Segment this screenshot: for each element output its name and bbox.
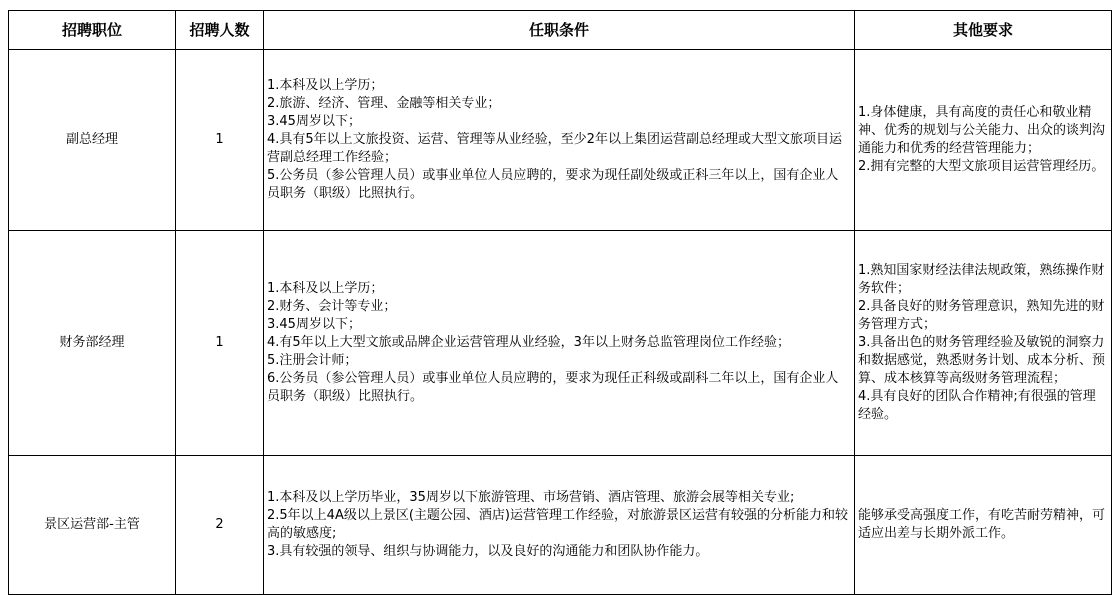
position-cell: 财务部经理 xyxy=(9,231,176,456)
position-cell: 副总经理 xyxy=(9,50,176,231)
requirement-line: 1.本科及以上学历； xyxy=(267,281,384,296)
requirement-line: 3.45周岁以下； xyxy=(267,114,361,129)
header-other: 其他要求 xyxy=(855,11,1112,50)
other-line: 4.具有良好的团队合作精神;有很强的管理经验。 xyxy=(858,389,1096,422)
requirements-cell xyxy=(264,456,855,595)
requirement-line: 4.具有5年以上文旅投资、运营、管理等从业经验，至少2年以上集团运营副总经理或大型文旅项目运营副总经理工作经验； xyxy=(267,132,842,165)
other-cell xyxy=(855,50,1112,231)
table-header-row xyxy=(9,11,1112,50)
requirement-line: 5.注册会计师； xyxy=(267,353,358,368)
count-cell: 1 xyxy=(176,231,264,456)
requirement-line: 5.公务员（参公管理人员）或事业单位人员应聘的，要求为现任副处级或正科三年以上，国有企业人员职务（职级）比照执行。 xyxy=(267,168,839,201)
other-cell xyxy=(855,456,1112,595)
header-requirements: 任职条件 xyxy=(264,11,855,50)
requirement-line: 3.45周岁以下； xyxy=(267,317,361,332)
other-line: 1.身体健康，具有高度的责任心和敬业精神、优秀的规划与公关能力、出众的谈判沟通能力和优秀的经营管理能力； xyxy=(858,105,1106,156)
requirements-cell xyxy=(264,231,855,456)
requirements-cell xyxy=(264,50,855,231)
other-line: 3.具备出色的财务管理经验及敏锐的洞察力和数据感觉，熟悉财务计划、成本分析、预算、成本核算等高级财务管理流程； xyxy=(858,335,1106,386)
requirement-line: 2.5年以上4A级以上景区(主题公园、酒店)运营管理工作经验，对旅游景区运营有较强的分析能力和较高的敏感度; xyxy=(267,508,848,541)
requirement-line: 4.有5年以上大型文旅或品牌企业运营管理从业经验，3年以上财务总监管理岗位工作经验； xyxy=(267,335,790,350)
table-row xyxy=(9,50,1112,231)
requirement-line: 2.财务、会计等专业； xyxy=(267,299,397,314)
other-line: 2.拥有完整的大型文旅项目运营管理经历。 xyxy=(858,159,1105,174)
requirement-line: 6.公务员（参公管理人员）或事业单位人员应聘的，要求为现任正科级或副科二年以上，国有企业人员职务（职级）比照执行。 xyxy=(267,371,839,404)
other-cell xyxy=(855,231,1112,456)
requirement-line: 3.具有较强的领导、组织与协调能力，以及良好的沟通能力和团队协作能力。 xyxy=(267,544,709,559)
header-position: 招聘职位 xyxy=(9,11,176,50)
table-row xyxy=(9,231,1112,456)
requirement-line: 2.旅游、经济、管理、金融等相关专业； xyxy=(267,96,501,111)
header-count: 招聘人数 xyxy=(176,11,264,50)
table-row xyxy=(9,456,1112,595)
recruitment-table xyxy=(8,10,1112,595)
count-cell: 2 xyxy=(176,456,264,595)
requirement-line: 1.本科及以上学历； xyxy=(267,78,384,93)
other-line: 1.熟知国家财经法律法规政策，熟练操作财务软件； xyxy=(858,263,1105,296)
count-cell: 1 xyxy=(176,50,264,231)
other-line: 2.具备良好的财务管理意识，熟知先进的财务管理方式； xyxy=(858,299,1105,332)
position-cell: 景区运营部-主管 xyxy=(9,456,176,595)
other-line: 能够承受高强度工作，有吃苦耐劳精神，可适应出差与长期外派工作。 xyxy=(858,508,1106,541)
requirement-line: 1.本科及以上学历毕业，35周岁以下旅游管理、市场营销、酒店管理、旅游会展等相关专业; xyxy=(267,490,795,505)
